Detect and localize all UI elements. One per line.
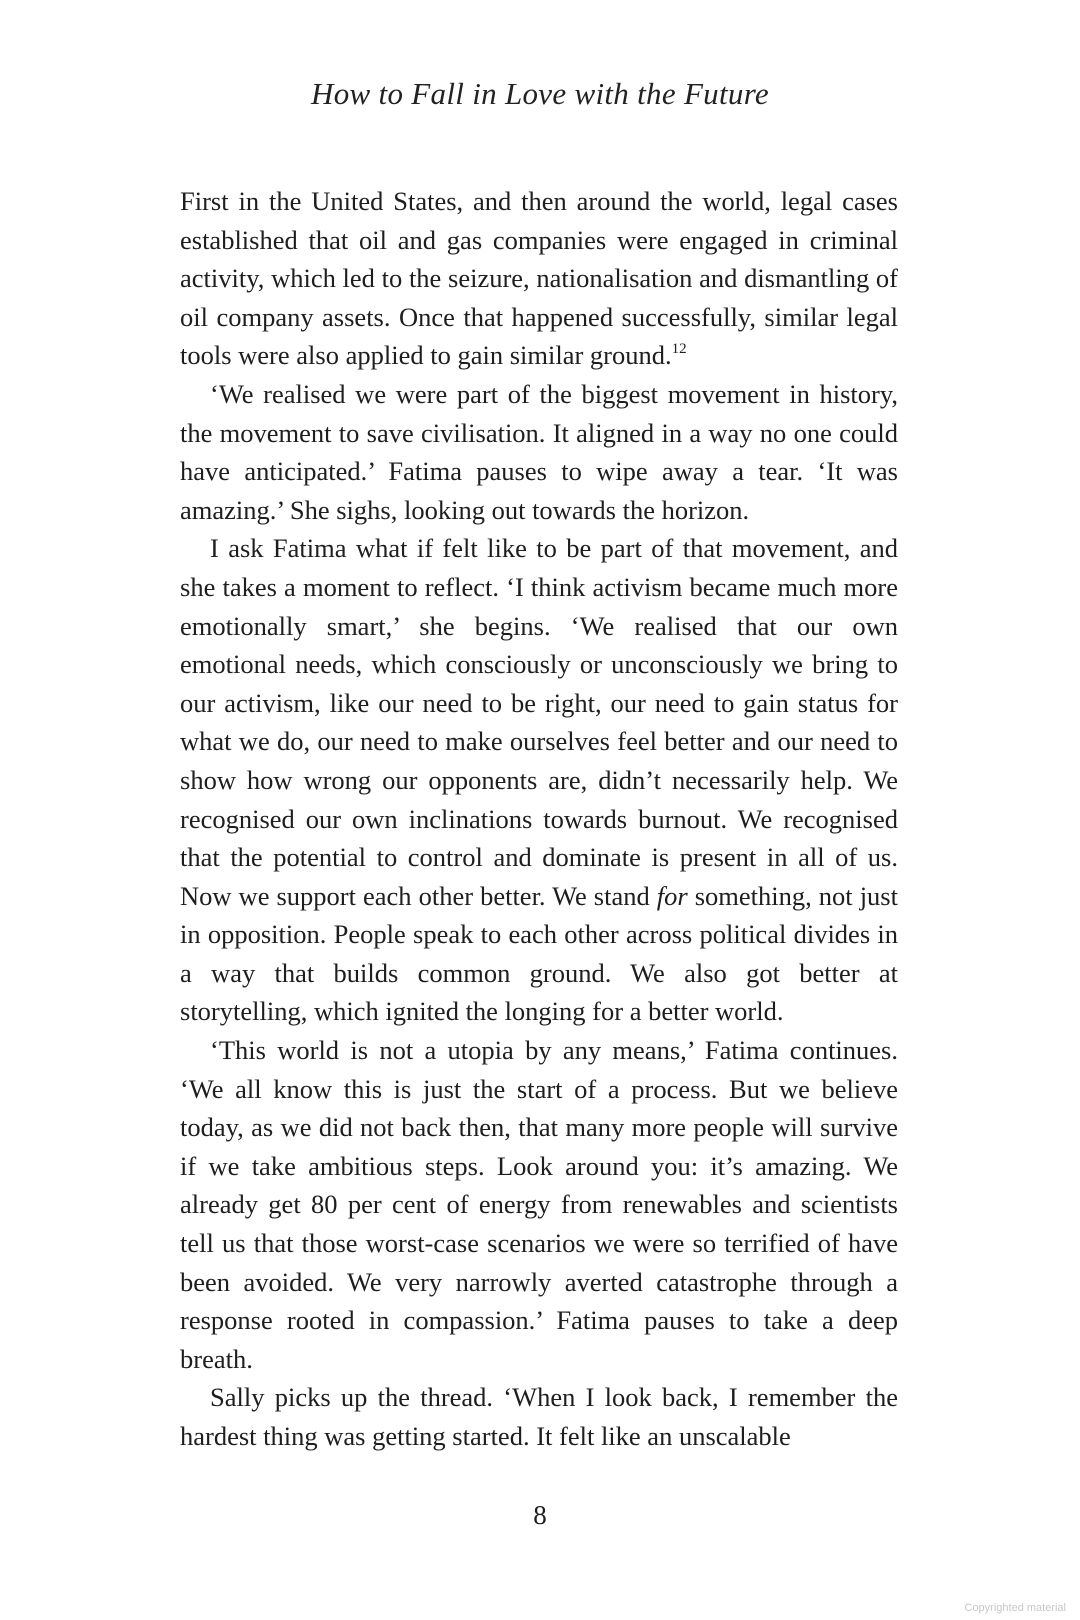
paragraph-1-text: First in the United States, and then around the world, legal cases established that oil and gas companies were engaged in criminal activity, which led to the seizure, nationalisation and dismantling of oil company assets. Once that happened successfully, similar legal tools were also applied to gain similar ground. [180,186,898,371]
paragraph-4: ‘This world is not a utopia by any means,’ Fatima continues. ‘We all know this is just the start of a process. But we believe today, as we did not back then, that many more people will survive if we take ambitious steps. Look around you: it’s amazing. We already get 80 per cent of energy from renewables and scientists tell us that those worst-case scenarios we were so terrified of have been avoided. We very narrowly averted catastrophe through a response rooted in compassion.’ Fatima pauses to take a deep breath. [180,1035,898,1374]
footnote-ref-12[interactable]: 12 [671,341,687,358]
page-number: 8 [533,1500,547,1530]
body-text [180,182,898,1456]
paragraph-3-text-after: something, not just in opposition. People speak to each other across political divides in a way that builds common ground. We also got better at storytelling, which ignited the longing for a better world. [180,880,898,1027]
paragraph-3 [180,529,898,1031]
paragraph-2: ‘We realised we were part of the biggest movement in history, the movement to save civilisation. It aligned in a way no one could have anticipated.’ Fatima pauses to wipe away a tear. ‘It was amazing.’ She sighs, looking out towards the horizon. [180,378,898,525]
paragraph-3-emphasis: for [656,880,688,911]
paragraph-1 [180,182,898,375]
paragraph-5: Sally picks up the thread. ‘When I look back, I remember the hardest thing was getting started. It felt like an unscalable [180,1382,898,1451]
running-head-title: How to Fall in Love with the Future [311,76,769,111]
paragraph-3-text-before: I ask Fatima what if felt like to be part of that movement, and she takes a moment to reflect. ‘I think activism became much more emotionally smart,’ she begins. ‘We realised that our own emotional needs, which consciously or unconsciously we bring to our activism, like our need to be right, our need to gain status for what we do, our need to make ourselves feel better and our need to show how wrong our opponents are, didn’t necessarily help. We recognised our own inclinations towards burnout. We recognised that the potential to control and dominate is present in all of us. Now we support each other better. We stand [180,533,898,911]
copyright-notice: Copyrighted material [964,1602,1066,1614]
